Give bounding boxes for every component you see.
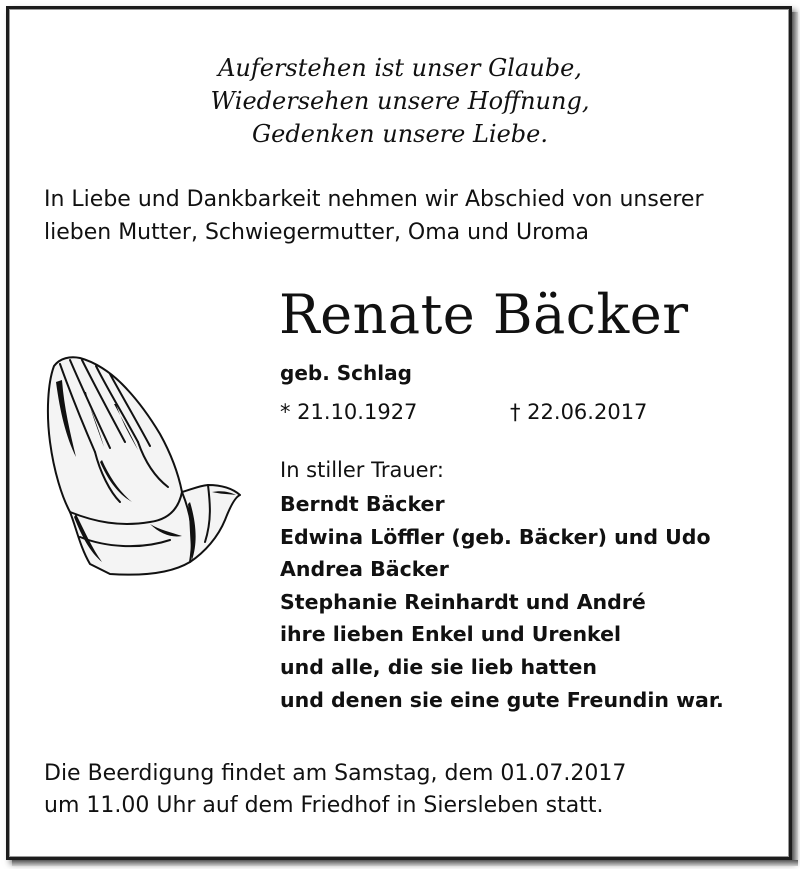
mourner-line: und denen sie eine gute Freundin war. xyxy=(280,687,724,712)
death-date: † 22.06.2017 xyxy=(510,400,648,424)
intro-text xyxy=(44,183,764,249)
intro-line: lieben Mutter, Schwiegermutter, Oma und Uroma xyxy=(44,220,590,245)
funeral-line: um 11.00 Uhr auf dem Friedhof in Siersleben statt. xyxy=(44,793,604,818)
praying-hands-icon xyxy=(40,352,245,577)
frame-shadow xyxy=(12,860,798,866)
funeral-info xyxy=(44,758,764,822)
mourners-list xyxy=(280,488,724,716)
mourner-line: Andrea Bäcker xyxy=(280,557,449,582)
motto-line: Gedenken unsere Liebe. xyxy=(252,120,548,148)
mourner-line: ihre lieben Enkel und Urenkel xyxy=(280,622,622,647)
intro-line: In Liebe und Dankbarkeit nehmen wir Abschied von unserer xyxy=(44,187,704,212)
funeral-line: Die Beerdigung findet am Samstag, dem 01.07.2017 xyxy=(44,761,627,786)
mourners-label: In stiller Trauer: xyxy=(280,458,444,482)
mourner-line: Berndt Bäcker xyxy=(280,492,445,516)
motto xyxy=(0,52,800,151)
mourner-line: und alle, die sie lieb hatten xyxy=(280,654,598,679)
motto-line: Auferstehen ist unser Glaube, xyxy=(218,54,582,82)
maiden-name: geb. Schlag xyxy=(280,361,412,385)
motto-line: Wiedersehen unsere Hoffnung, xyxy=(210,87,590,115)
mourner-line: Edwina Löffler (geb. Bäcker) und Udo xyxy=(280,524,711,549)
mourner-line: Stephanie Reinhardt und André xyxy=(280,589,646,614)
deceased-name: Renate Bäcker xyxy=(279,283,689,346)
birth-date: * 21.10.1927 xyxy=(280,400,418,424)
